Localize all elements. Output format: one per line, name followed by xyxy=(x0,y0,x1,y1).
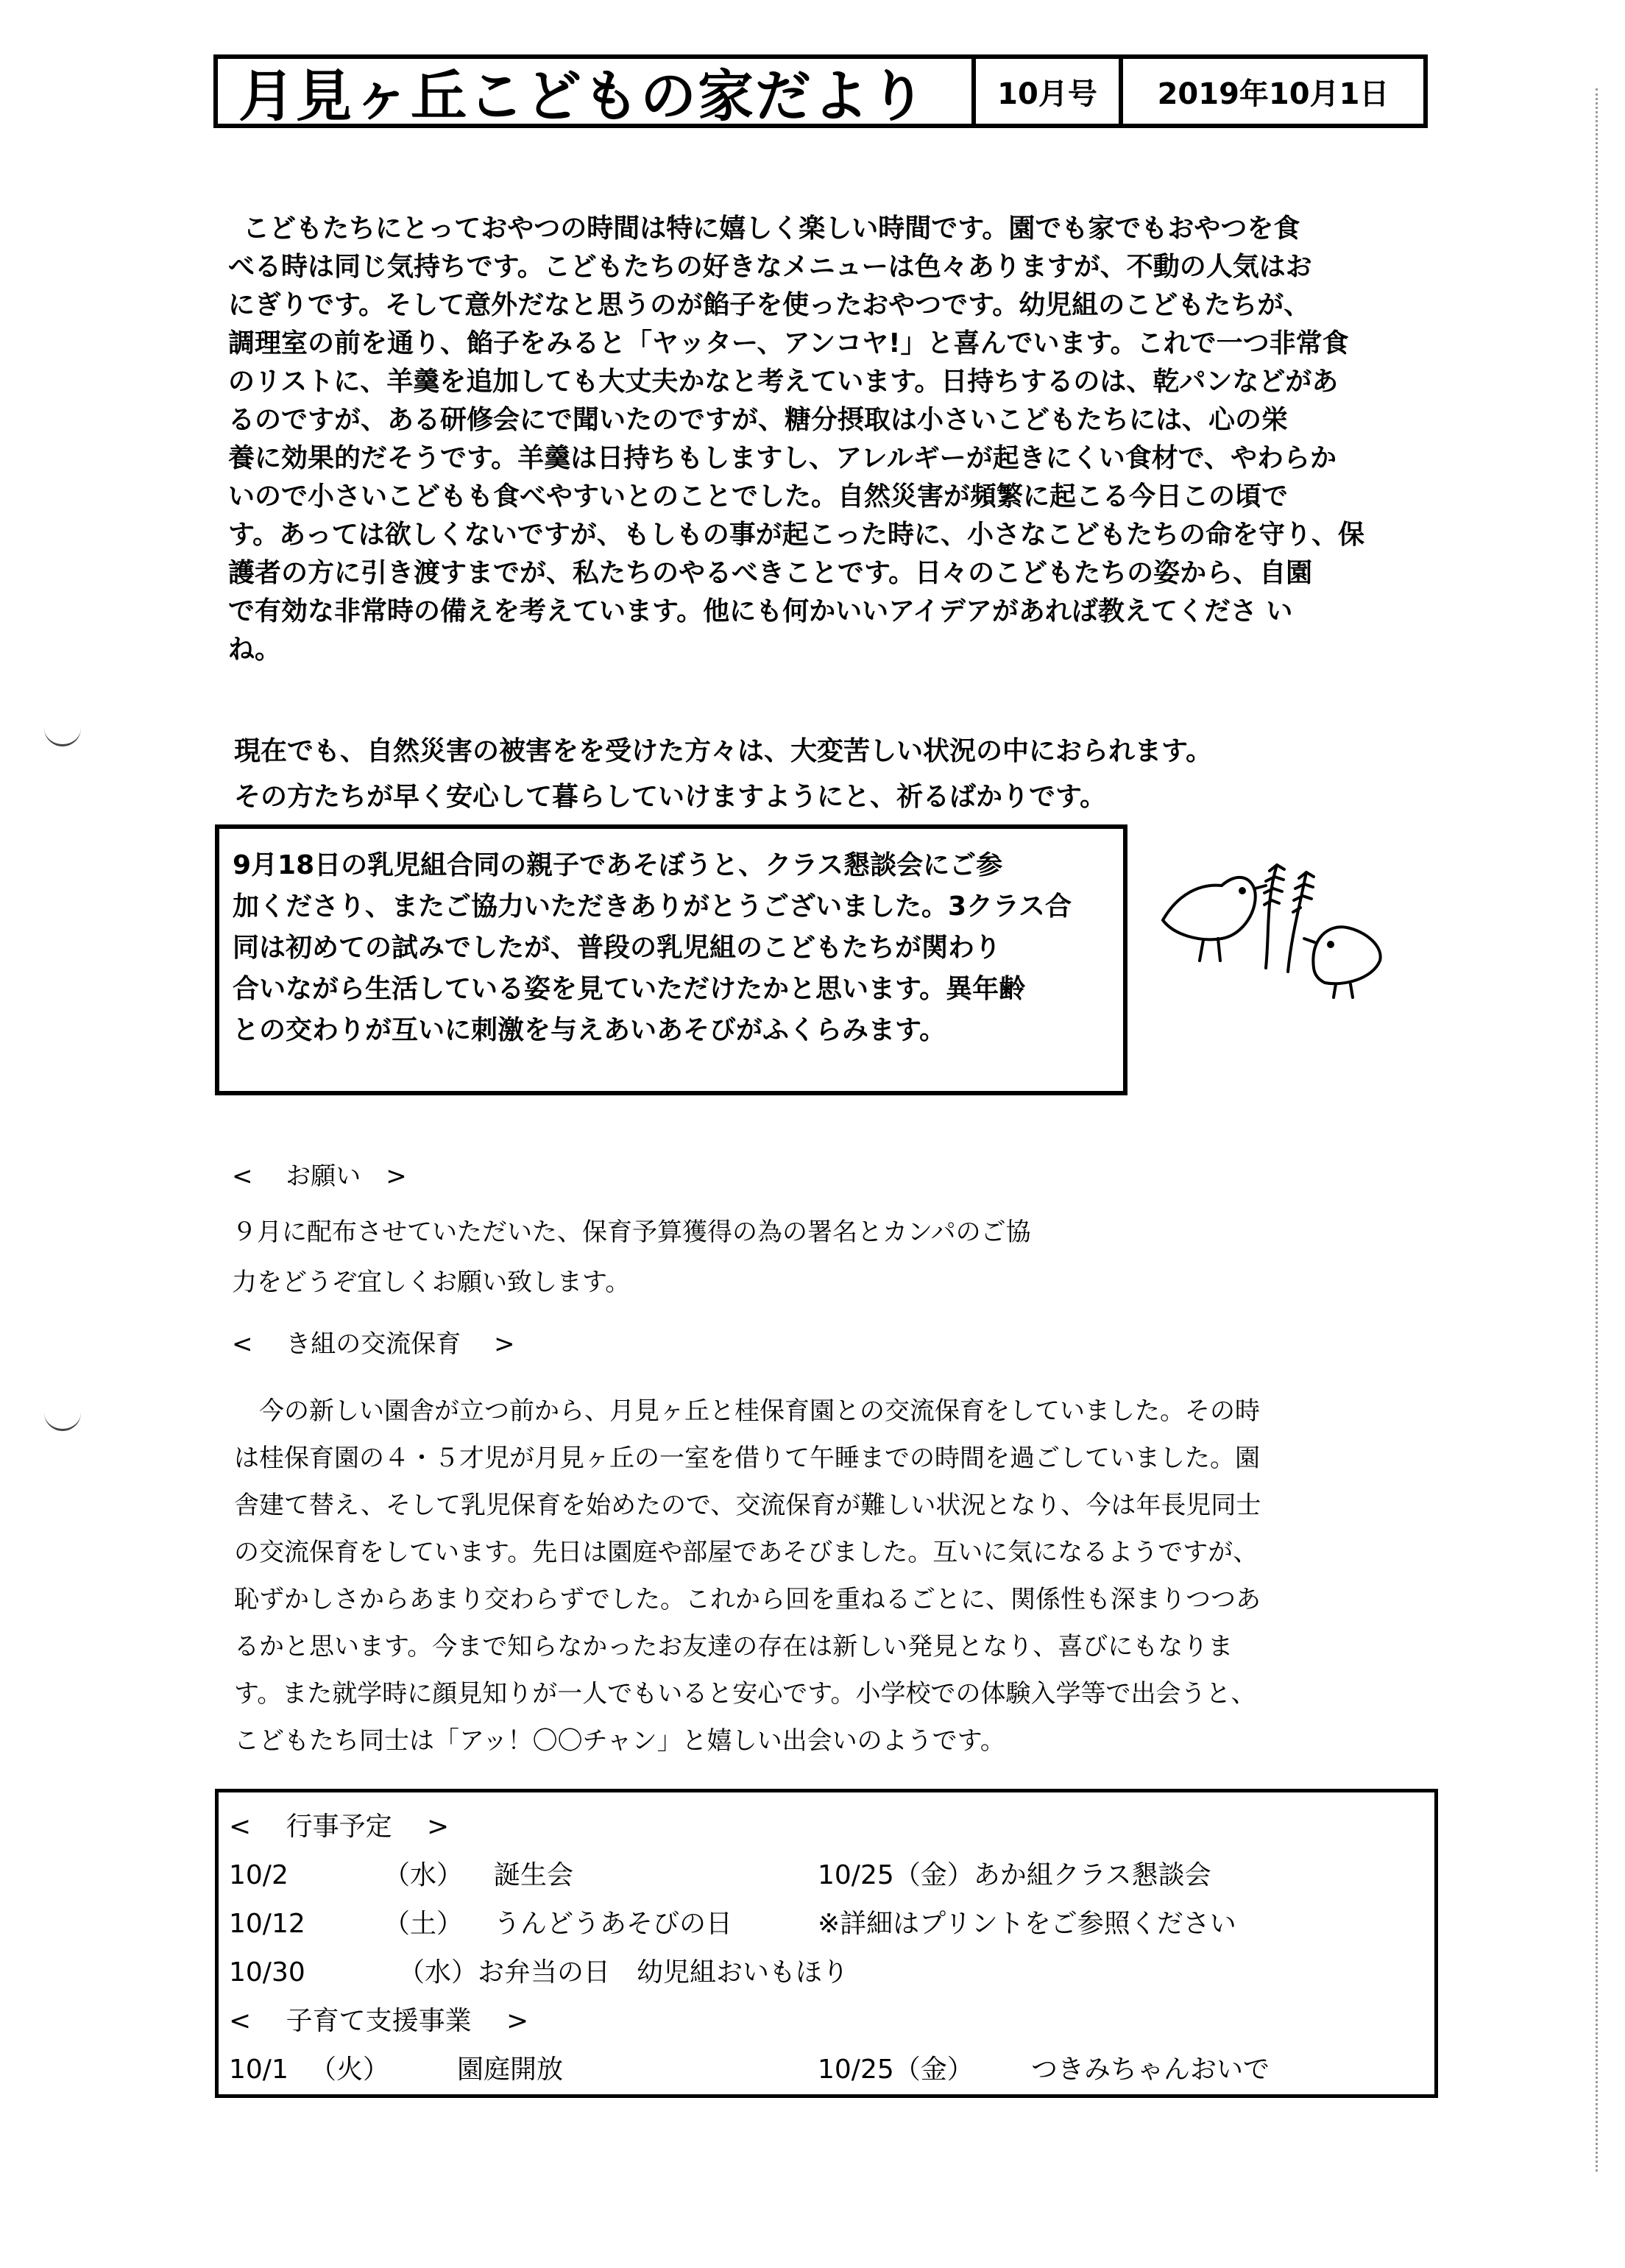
text-line: こどもたちにとっておやつの時間は特に嬉しく楽しい時間です。園でも家でもおやつを食 xyxy=(243,213,1300,244)
event-date: 10/30 xyxy=(229,1957,305,1988)
intro-paragraph xyxy=(228,210,1435,669)
text-line: こどもたち同士は「アッ！〇〇チャン」と嬉しい出会いのようです。 xyxy=(234,1726,1005,1756)
text-line: で有効な非常時の備えを考えています。他にも何かいいアイデアがあれば教えてくださ い xyxy=(228,596,1293,626)
request-heading: < お願い > xyxy=(232,1162,407,1191)
schedule-row xyxy=(229,1949,1434,1997)
event-date: 10/1 xyxy=(229,2055,288,2085)
event-secondary: ※詳細はプリントをご参照ください xyxy=(818,1909,1236,1939)
event-day: （水）お弁当の日 幼児組おいもほり xyxy=(398,1957,849,1988)
scan-edge xyxy=(1596,88,1599,2172)
text-line: るかと思います。今まで知らなかったお友達の存在は新しい発見となり、喜びにもなりま xyxy=(234,1632,1233,1661)
scan-mark xyxy=(44,725,81,746)
text-line: 合いながら生活している姿を見ていただけたかと思います。異年齢 xyxy=(233,974,1026,1004)
text-line: 現在でも、自然災害の被害をを受けた方々は、大変苦しい状況の中におられます。 xyxy=(234,736,1213,766)
schedule-heading: < 行事予定 > xyxy=(229,1812,450,1842)
text-line: は桂保育園の４・５才児が月見ヶ丘の一室を借りて午睡までの時間を過ごしていました。園 xyxy=(234,1444,1260,1473)
text-line: の交流保育をしています。先日は園庭や部屋であそびました。互いに気になるようですが、 xyxy=(234,1538,1258,1567)
exchange-body xyxy=(234,1388,1441,1764)
event-day: （土） xyxy=(383,1909,464,1939)
scan-mark xyxy=(44,1410,81,1431)
event-date: 10/12 xyxy=(229,1909,305,1939)
support-message xyxy=(234,729,1441,820)
support-heading: < 子育て支援事業 > xyxy=(229,2006,529,2036)
text-line: 護者の方に引き渡すまでが、私たちのやるべきことです。日々のこどもたちの姿から、自園 xyxy=(228,558,1313,588)
newsletter-header xyxy=(213,54,1428,128)
text-line: いので小さいこどもも食べやすいとのことでした。自然災害が頻繁に起こる今日この頃で xyxy=(228,481,1289,512)
schedule-row xyxy=(229,1900,1434,1949)
event-name: 園庭開放 xyxy=(457,2055,564,2085)
event-name: うんどうあそびの日 xyxy=(494,1909,733,1939)
text-line: 力をどうぞ宜しくお願い致します。 xyxy=(232,1268,631,1297)
schedule-row xyxy=(229,2046,1434,2094)
parent-gathering-box xyxy=(215,824,1127,1095)
birds-illustration xyxy=(1148,850,1391,1005)
text-line: 養に効果的だそうです。羊羹は日持ちもしますし、アレルギーが起きにくい食材で、やわらか xyxy=(228,443,1337,473)
text-line: 恥ずかしさからあまり交わらずでした。これから回を重ねるごとに、関係性も深まりつつあ xyxy=(234,1585,1261,1614)
text-line: るのですが、ある研修会にで聞いたのですが、糖分摂取は小さいこどもたちには、心の栄 xyxy=(228,405,1289,435)
text-line: 今の新しい園舎が立つ前から、月見ヶ丘と桂保育園との交流保育をしていました。その時 xyxy=(234,1396,1260,1426)
issue-label: 10月号 xyxy=(976,59,1123,124)
event-day: （火） xyxy=(310,2055,390,2085)
schedule-box xyxy=(215,1789,1438,2098)
event-secondary: 10/25（金）あか組クラス懇談会 xyxy=(818,1860,1211,1890)
text-line: べる時は同じ気持ちです。こどもたちの好きなメニューは色々ありますが、不動の人気はお xyxy=(228,252,1312,282)
text-line: 9月18日の乳児組合同の親子であそぼうと、クラス懇談会にご参 xyxy=(233,850,1003,880)
text-line: す。あっては欲しくないですが、もしもの事が起こった時に、小さなこどもたちの命を守り、保 xyxy=(228,520,1365,550)
request-body xyxy=(232,1207,1031,1307)
text-line: との交わりが互いに刺激を与えあいあそびがふくらみます。 xyxy=(233,1015,946,1045)
event-secondary: 10/25（金） xyxy=(818,2055,974,2085)
issue-date: 2019年10月1日 xyxy=(1157,77,1389,111)
event-name: 誕生会 xyxy=(494,1860,574,1890)
exchange-heading: < き組の交流保育 > xyxy=(232,1329,515,1359)
text-line: す。また就学時に顔見知りが一人でもいると安心です。小学校での体験入学等で出会うと、 xyxy=(234,1679,1256,1709)
event-date: 10/2 xyxy=(229,1860,288,1890)
text-line: その方たちが早く安心して暮らしていけますようにと、祈るばかりです。 xyxy=(234,782,1107,812)
text-line: 調理室の前を通り、餡子をみると「ヤッター、アンコヤ!」と喜んでいます。これで一つ非常食 xyxy=(228,328,1349,358)
text-line: のリストに、羊羹を追加しても大丈夫かなと考えています。日持ちするのは、乾パンなどがあ xyxy=(228,367,1339,397)
newsletter-title: 月見ヶ丘こどもの家だより xyxy=(218,59,976,124)
event-day: （水） xyxy=(383,1860,464,1890)
text-line: 同は初めての試みでしたが、普段の乳児組のこどもたちが関わり xyxy=(233,933,1002,963)
text-line: ね。 xyxy=(228,635,282,665)
text-line: ９月に配布させていただいた、保育予算獲得の為の署名とカンパのご協 xyxy=(232,1218,1031,1247)
text-line: 舎建て替え、そして乳児保育を始めたので、交流保育が難しい状況となり、今は年長児同士 xyxy=(234,1491,1261,1520)
text-line: 加くださり、またご協力いただきありがとうございました。3クラス合 xyxy=(233,891,1072,922)
text-line: にぎりです。そして意外だなと思うのが餡子を使ったおやつです。幼児組のこどもたちが、 xyxy=(228,290,1311,320)
event-name-secondary: つきみちゃんおいで xyxy=(1031,2055,1270,2085)
schedule-row xyxy=(229,1851,1434,1900)
